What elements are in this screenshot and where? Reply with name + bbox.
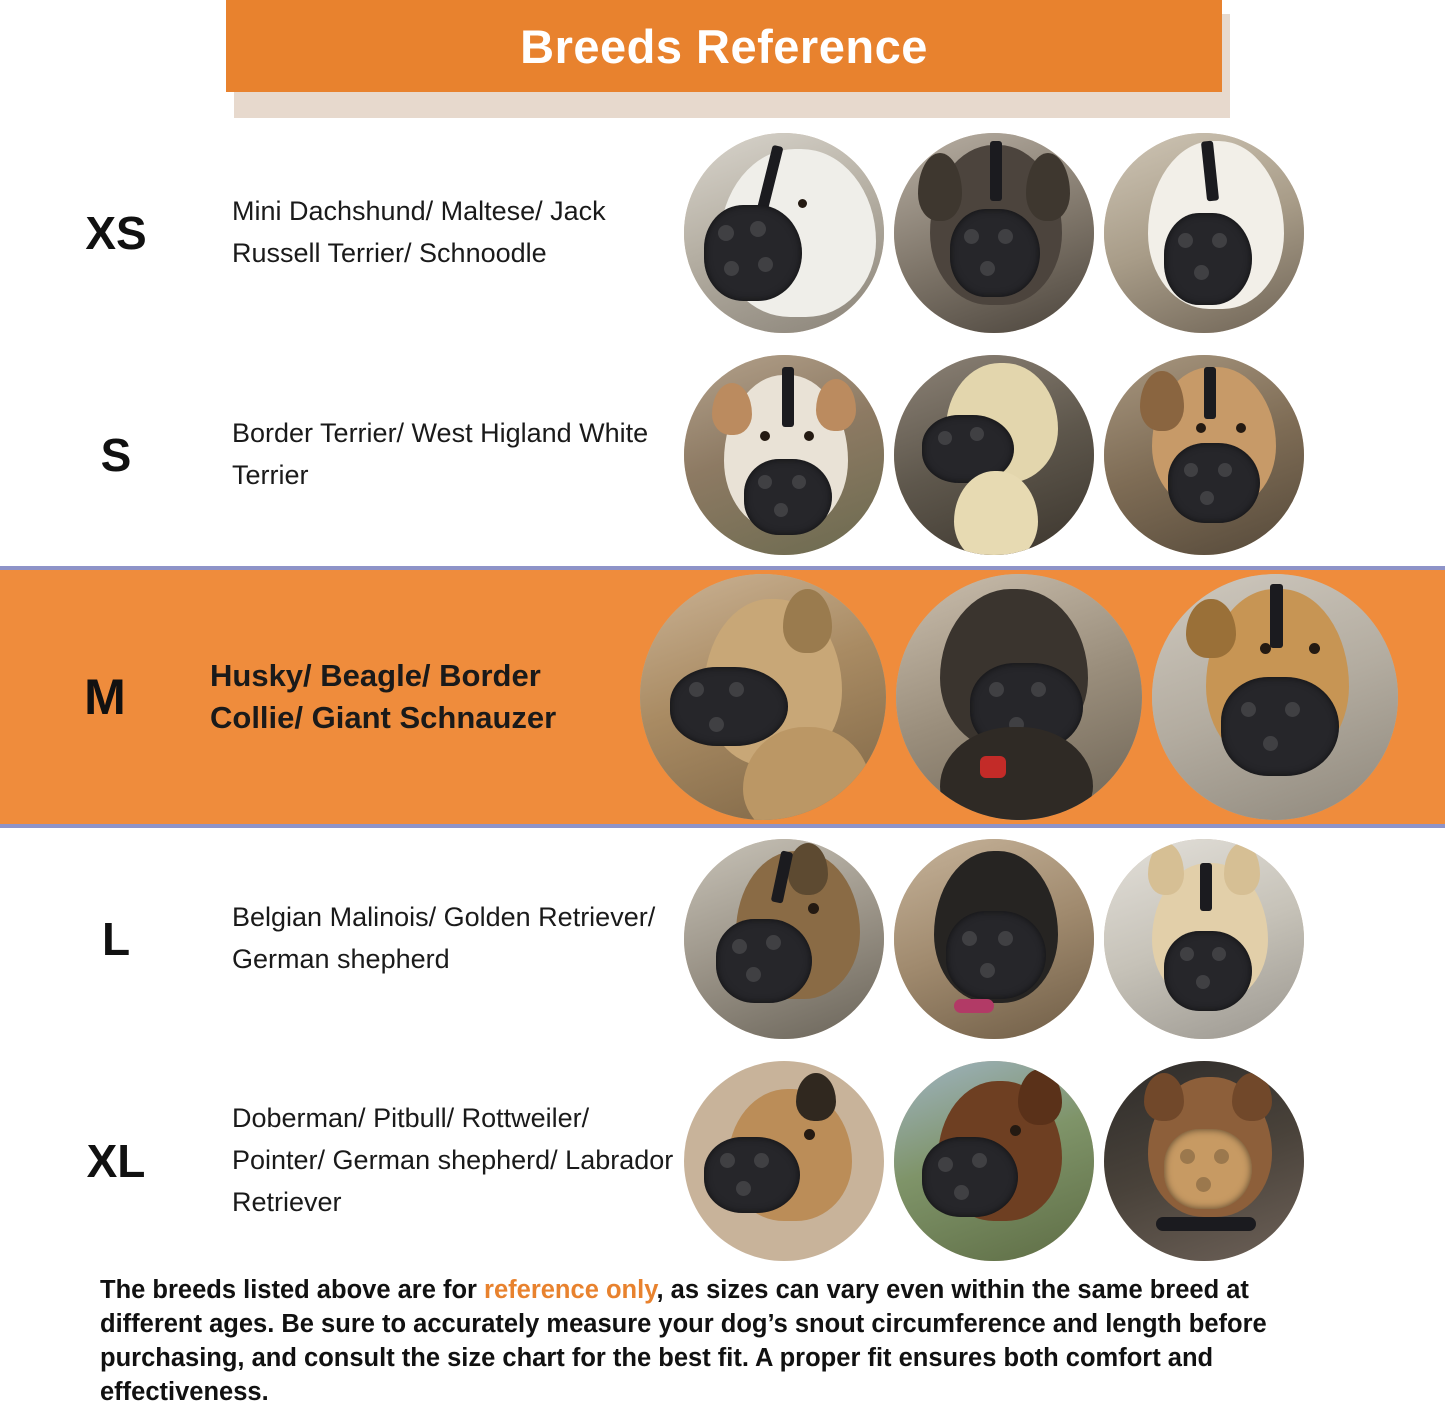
muzzle-hole [938,1157,953,1172]
muzzle-basket [1164,931,1252,1011]
muzzle-hole [938,431,952,445]
dog-eye [804,431,814,441]
muzzle-strap [990,141,1002,201]
muzzle-basket [946,911,1046,999]
muzzle-hole [1214,1149,1229,1164]
dog-collar-tag [980,756,1006,778]
muzzle-hole [709,717,724,732]
muzzle-hole [758,475,772,489]
muzzle-hole [792,475,806,489]
muzzle-basket [1168,443,1260,523]
muzzle-hole [998,931,1013,946]
muzzle-hole [1263,736,1278,751]
muzzle-hole [754,1153,769,1168]
dog-photo-tan-shepherd-mix-with-black-muzzle [684,1061,884,1261]
table-row-m [0,566,1445,828]
muzzle-hole [746,967,761,982]
size-label-l: L [101,913,131,965]
breeds-label-l: Belgian Malinois/ Golden Retriever/ German shepherd [232,902,656,974]
muzzle-hole [964,229,979,244]
dog-eye [1010,1125,1021,1136]
photos-m [640,570,1445,824]
muzzle-hole [1180,1149,1195,1164]
table-row-xl [0,1050,1445,1272]
table-row-xs [0,122,1445,344]
dog-collar [954,999,994,1013]
dog-eye [760,431,770,441]
dog-eye [1196,423,1206,433]
footer-note [0,1260,1445,1426]
dog-photo-cream-shepherd-with-black-muzzle [1104,839,1304,1039]
muzzle-hole [736,1181,751,1196]
dog-photo-brown-pitbull-with-tan-muzzle [1104,1061,1304,1261]
muzzle-hole [1178,233,1193,248]
muzzle-hole [758,257,773,272]
muzzle-basket [1164,1129,1252,1209]
dog-photo-tan-shepherd-mix-outdoors-with-black-muzzle [1152,574,1398,820]
muzzle-hole [729,682,744,697]
muzzle-hole [1196,975,1210,989]
dog-photo-yellow-labrador-with-black-muzzle [894,355,1094,555]
muzzle-hole [1212,233,1227,248]
dog-photo-tan-boxer-mix-with-black-muzzle [1104,355,1304,555]
muzzle-hole [724,261,739,276]
table-row-l [0,828,1445,1050]
muzzle-hole [1200,491,1214,505]
dog-photo-shaggy-grey-terrier-with-black-muzzle [894,133,1094,333]
breeds-label-s: Border Terrier/ West Higland White Terrier [232,418,649,490]
dog-collar [1156,1217,1256,1231]
footer-text-part2: , as sizes can vary even within the same breed at different ages. Be sure to accurately measure your dog’s snout circumference and length before purchasing, and consult the size chart for the best fit. A proper fit ensures both comfort and effectiveness. [100,1276,1267,1407]
photos-xl [684,1050,1445,1272]
dog-photo-black-labrador-with-black-muzzle [894,839,1094,1039]
dog-photo-black-curly-poodle-with-black-muzzle [896,574,1142,820]
muzzle-hole [1241,702,1256,717]
dog-eye [1236,423,1246,433]
muzzle-hole [1196,1177,1211,1192]
breeds-label-xl: Doberman/ Pitbull/ Rottweiler/ Pointer/ German shepherd/ Labrador Retriever [232,1103,674,1217]
muzzle-basket [704,1137,800,1213]
size-label-xl: XL [86,1135,146,1187]
muzzle-hole [1218,463,1232,477]
muzzle-hole [962,931,977,946]
muzzle-hole [766,935,781,950]
size-label-xs: XS [85,207,147,259]
muzzle-basket [744,459,832,535]
muzzle-hole [1180,947,1194,961]
muzzle-hole [1194,265,1209,280]
breeds-label-xs: Mini Dachshund/ Maltese/ Jack Russell Terrier/ Schnoodle [232,196,606,268]
muzzle-basket [670,667,788,746]
footer-text-part1: The breeds listed above are for [100,1276,485,1305]
size-label-m: M [84,669,126,725]
dog-photo-white-dog-with-black-muzzle [684,133,884,333]
breeds-label-m: Husky/ Beagle/ Border Collie/ Giant Schnauzer [210,658,557,735]
muzzle-strap [1200,863,1212,911]
muzzle-basket [1164,213,1252,305]
muzzle-strap [782,367,794,427]
muzzle-hole [1184,463,1198,477]
muzzle-strap [1204,367,1216,419]
muzzle-hole [1285,702,1300,717]
dog-eye [808,903,819,914]
muzzle-basket [922,1137,1018,1217]
muzzle-hole [980,963,995,978]
muzzle-hole [980,261,995,276]
dog-photo-white-fluffy-dog-with-black-muzzle [1104,133,1304,333]
header-band [226,0,1222,92]
dog-photo-tan-white-terrier-with-black-muzzle [684,355,884,555]
footer-highlight: reference only [484,1276,657,1305]
photos-l [684,828,1445,1050]
muzzle-strap [1270,584,1283,648]
muzzle-hole [998,229,1013,244]
muzzle-basket [704,205,802,301]
photos-xs [684,122,1445,344]
muzzle-basket [1221,677,1339,775]
dog-photo-german-shepherd-with-black-muzzle [684,839,884,1039]
dog-photo-tan-shepherd-profile-with-black-muzzle [640,574,886,820]
muzzle-basket [950,209,1040,297]
dog-eye [804,1129,815,1140]
muzzle-hole [718,225,734,241]
muzzle-hole [720,1153,735,1168]
muzzle-hole [970,427,984,441]
muzzle-hole [954,1185,969,1200]
muzzle-hole [774,503,788,517]
muzzle-basket [716,919,812,1003]
page-title: Breeds Reference [520,19,928,73]
muzzle-hole [732,939,747,954]
muzzle-hole [750,221,766,237]
table-row-s [0,344,1445,566]
header [0,0,1445,122]
muzzle-hole [1212,947,1226,961]
dog-photo-brown-doberman-with-black-muzzle [894,1061,1094,1261]
photos-s [684,344,1445,566]
dog-eye [798,199,807,208]
size-label-s: S [100,429,132,481]
muzzle-hole [972,1153,987,1168]
